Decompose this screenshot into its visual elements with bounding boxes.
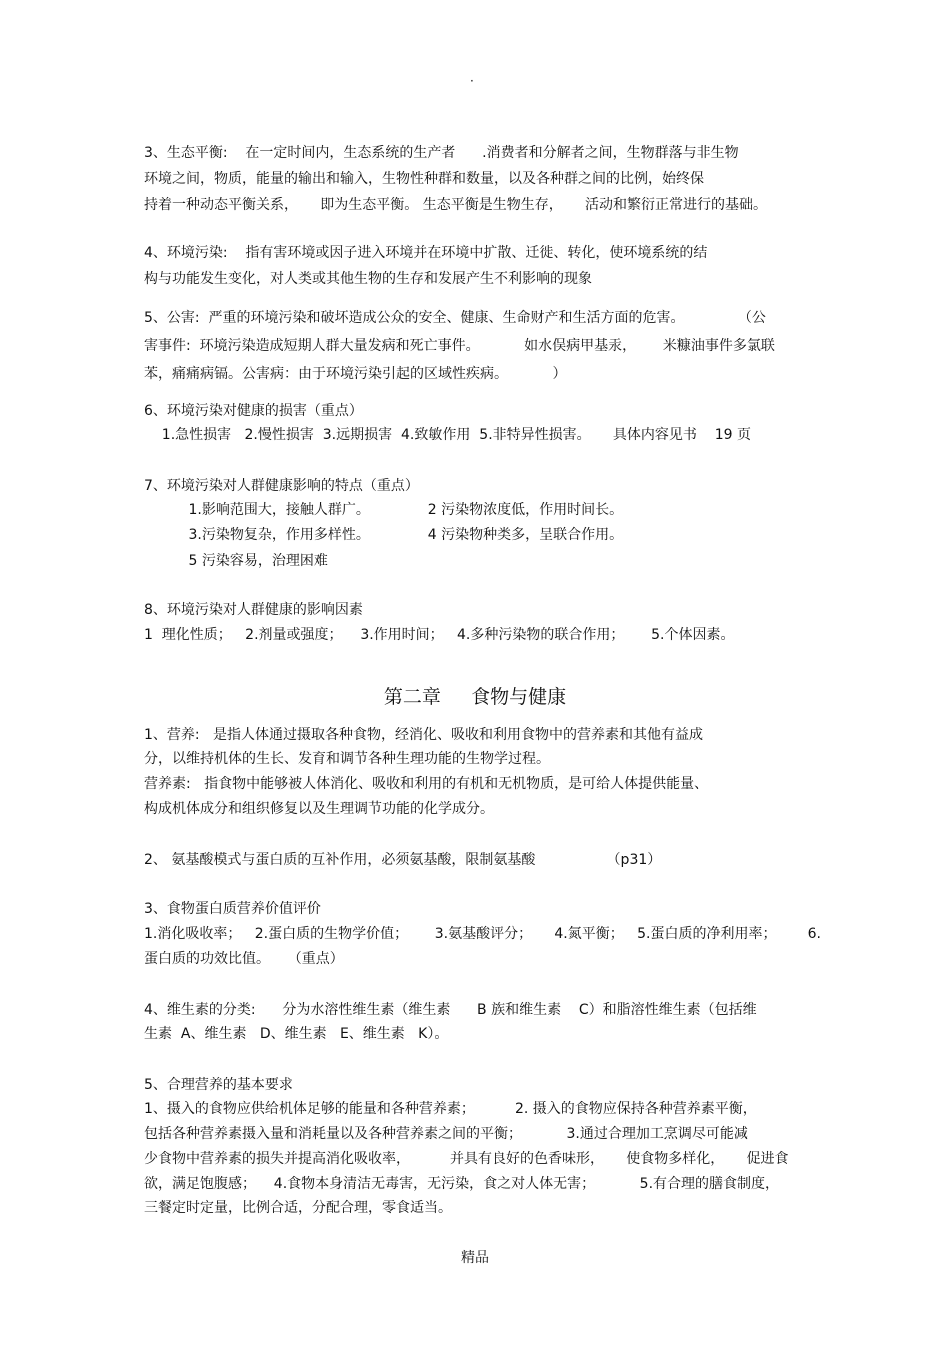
impact-features-line-1: 1.影响范围大，接触人群广。 2 污染物浓度低，作用时间长。 [144,502,624,518]
header-mark: · [470,74,474,88]
public-hazard-line-2: 害事件: 环境污染造成短期人群大量发病和死亡事件。 如水俣病甲基汞， 米糠油事件多氯联 [144,338,775,354]
impact-factors-heading: 8、环境污染对人群健康的影响因素 [144,602,363,618]
rational-nutrition-line-3: 少食物中营养素的损失并提高消化吸收率， 并具有良好的色香味形， 使食物多样化， 促进食 [144,1151,789,1167]
nutrition-def-line-1: 1、营养: 是指人体通过摄取各种食物，经消化、吸收和利用食物中的营养素和其他有益成 [144,727,703,743]
nutrient-def-line-2: 构成机体成分和组织修复以及生理调节功能的化学成分。 [144,801,494,817]
impact-features-heading: 7、环境污染对人群健康影响的特点（重点） [144,478,419,494]
amino-acid-line: 2、 氨基酸模式与蛋白质的互补作用，必须氨基酸，限制氨基酸 （p31） [144,852,662,868]
chapter-title: 第二章 食物与健康 [383,686,567,708]
ecological-balance-line-2: 环境之间，物质，能量的输出和输入，生物性种群和数量，以及各种群之间的比例，始终保 [144,171,704,187]
rational-nutrition-line-2: 包括各种营养素摄入量和消耗量以及各种营养素之间的平衡； 3.通过合理加工烹调尽可能减 [144,1126,748,1142]
nutrient-def-line-1: 营养素: 指食物中能够被人体消化、吸收和利用的有机和无机物质，是可给人体提供能量、 [144,776,709,792]
pollution-def-line-1: 4、环境污染: 指有害环境或因子进入环境并在环境中扩散、迁徙、转化，使环境系统的结 [144,245,708,261]
impact-features-line-3: 5 污染容易，治理困难 [144,553,328,569]
rational-nutrition-line-1: 1、摄入的食物应供给机体足够的能量和各种营养素； 2. 摄入的食物应保持各种营养素平衡， [144,1101,757,1117]
health-damage-heading: 6、环境污染对健康的损害（重点） [144,403,363,419]
protein-evaluation-line-1: 1.消化吸收率； 2.蛋白质的生物学价值； 3.氨基酸评分； 4.氮平衡； 5.蛋白质的净利用率； 6. [144,926,821,942]
public-hazard-line-1: 5、公害: 严重的环境污染和破坏造成公众的安全、健康、生命财产和生活方面的危害。 （公 [144,310,766,326]
rational-nutrition-line-5: 三餐定时定量，比例合适，分配合理，零食适当。 [144,1200,452,1216]
rational-nutrition-line-4: 欲，满足饱腹感； 4.食物本身清洁无毒害，无污染，食之对人体无害； 5.有合理的膳食制度， [144,1176,780,1192]
impact-factors-list: 1 理化性质； 2.剂量或强度； 3.作用时间； 4.多种污染物的联合作用； 5.个体因素。 [144,627,735,643]
public-hazard-line-3: 苯，痛痛病镉。公害病：由于环境污染引起的区域性疾病。 ） [144,366,567,382]
ecological-balance-line-3: 持着一种动态平衡关系， 即为生态平衡。 生态平衡是生物生存， 活动和繁衍正常进行的基础。 [144,197,767,213]
protein-evaluation-heading: 3、食物蛋白质营养价值评价 [144,901,321,917]
protein-evaluation-line-2: 蛋白质的功效比值。 （重点） [144,951,344,967]
vitamin-class-line-2: 生素 A、维生素 D、维生素 E、维生素 K）。 [144,1026,449,1042]
health-damage-list: 1.急性损害 2.慢性损害 3.远期损害 4.致敏作用 5.非特异性损害。 具体内容见书 19 页 [144,427,751,443]
rational-nutrition-heading: 5、合理营养的基本要求 [144,1077,293,1093]
impact-features-line-2: 3.污染物复杂，作用多样性。 4 污染物种类多，呈联合作用。 [144,527,624,543]
nutrition-def-line-2: 分，以维持机体的生长、发育和调节各种生理功能的生物学过程。 [144,751,550,767]
vitamin-class-line-1: 4、维生素的分类: 分为水溶性维生素（维生素 B 族和维生素 C）和脂溶性维生素（包括维 [144,1002,757,1018]
ecological-balance-line-1: 3、生态平衡: 在一定时间内，生态系统的生产者 .消费者和分解者之间，生物群落与非生物 [144,145,739,161]
page-footer: 精品 [461,1250,489,1266]
pollution-def-line-2: 构与功能发生变化，对人类或其他生物的生存和发展产生不利影响的现象 [144,271,592,287]
